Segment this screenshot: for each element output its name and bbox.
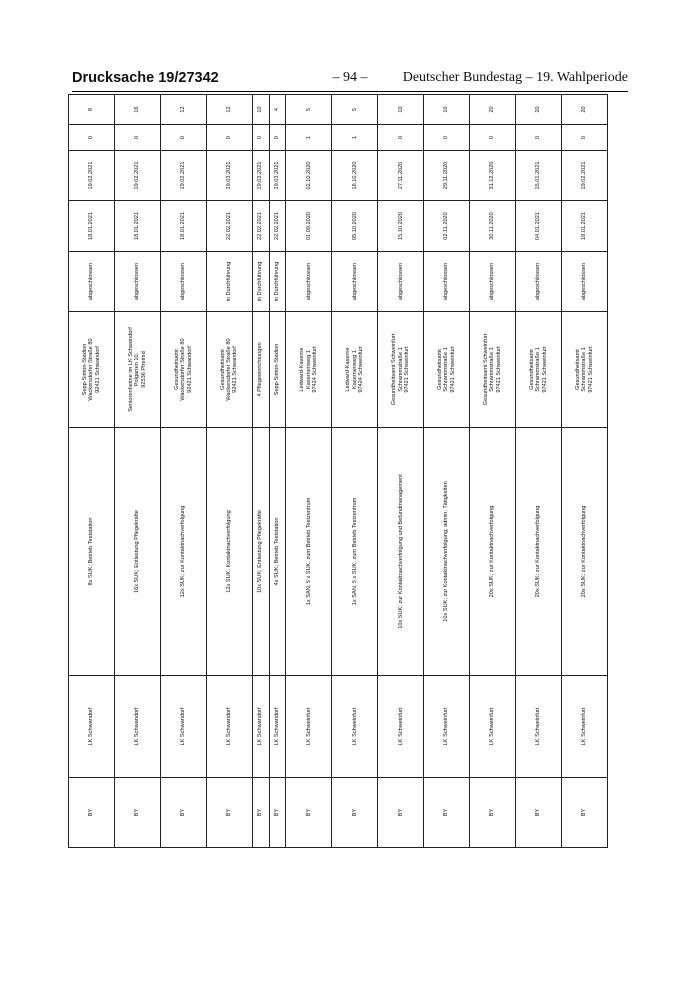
- count-suk-cell: 8: [69, 95, 115, 125]
- count-suk-cell: 20: [516, 95, 562, 125]
- table-row: [114, 95, 160, 848]
- status-cell: abgeschlossen: [114, 252, 160, 312]
- status-cell: abgeschlossen: [332, 252, 378, 312]
- end-date-cell: 15.01.2021: [516, 151, 562, 201]
- status-cell: abgeschlossen: [470, 252, 516, 312]
- table-container: [68, 106, 608, 848]
- end-date-cell: 02.10.2020: [286, 151, 332, 201]
- status-cell: in Durchführung: [269, 252, 286, 312]
- end-date-cell: 19.02.2021: [114, 151, 160, 201]
- rotated-table: [68, 106, 608, 848]
- location-cell: Ledward-Kaserne Kasernenweg 1 97424 Schweinfurt: [286, 312, 332, 428]
- header-rule: [72, 91, 628, 92]
- district-cell: LK Schweinfurt: [424, 676, 470, 778]
- location-cell: Gesundheitsamt Schrammstraße 1 97421 Schweinfurt: [562, 312, 608, 428]
- measure-cell: 8x SUK; Betrieb Teststation: [69, 428, 115, 676]
- location-cell: Gesundheitsamt Wackersdorfer Straße 80 92421 Schwandorf: [206, 312, 252, 428]
- measure-cell: 1x SAN, 5 x SUK, zum Betrieb Testzentrum: [332, 428, 378, 676]
- measure-cell: 20x SUK; zur Kontaktnachverfolgung: [470, 428, 516, 676]
- table-body: [69, 95, 608, 848]
- state-cell: BY: [332, 778, 378, 848]
- table-row: [516, 95, 562, 848]
- location-cell: Gesundheitsamt Schweinfurt Schrammstraße 1 97421 Schweinfurt: [470, 312, 516, 428]
- district-cell: LK Schweinfurt: [562, 676, 608, 778]
- measure-cell: 16x SUK; Entlastung Pflegekräfte: [114, 428, 160, 676]
- count-san-cell: 1: [286, 125, 332, 151]
- measure-cell: 20x SUK; zur Kontaktnachverfolgung: [516, 428, 562, 676]
- end-date-cell: 19.02.2021: [160, 151, 206, 201]
- table-row: [470, 95, 516, 848]
- measure-cell: 10x SUK; zur Kontaktnachverfolgung und Befundmanagement: [378, 428, 424, 676]
- district-cell: LK Schwandorf: [69, 676, 115, 778]
- count-san-cell: 0: [470, 125, 516, 151]
- status-cell: abgeschlossen: [69, 252, 115, 312]
- count-suk-cell: 20: [470, 95, 516, 125]
- status-cell: abgeschlossen: [160, 252, 206, 312]
- count-san-cell: 0: [206, 125, 252, 151]
- district-cell: LK Schwandorf: [252, 676, 269, 778]
- status-cell: in Durchführung: [252, 252, 269, 312]
- table-row: [206, 95, 252, 848]
- state-cell: BY: [378, 778, 424, 848]
- count-suk-cell: 5: [332, 95, 378, 125]
- state-cell: BY: [206, 778, 252, 848]
- start-date-cell: 04.01.2021: [516, 201, 562, 252]
- start-date-cell: 15.10.2020: [378, 201, 424, 252]
- count-suk-cell: 12: [206, 95, 252, 125]
- start-date-cell: 05.10.2020: [332, 201, 378, 252]
- measure-cell: 10x SUK; Entlastung Pflegekräfte: [252, 428, 269, 676]
- table-row: [378, 95, 424, 848]
- count-san-cell: 0: [69, 125, 115, 151]
- end-date-cell: 19.03.2021: [269, 151, 286, 201]
- count-san-cell: 1: [332, 125, 378, 151]
- table-row: [69, 95, 115, 848]
- table-row: [424, 95, 470, 848]
- table-row: [286, 95, 332, 848]
- count-suk-cell: 10: [424, 95, 470, 125]
- state-cell: BY: [562, 778, 608, 848]
- location-cell: Sepp-Simon-Stadion: [269, 312, 286, 428]
- deployment-table: [68, 94, 608, 848]
- state-cell: BY: [252, 778, 269, 848]
- document-number: Drucksache 19/27342: [72, 70, 219, 86]
- start-date-cell: 22.02.2021: [206, 201, 252, 252]
- district-cell: LK Schweinfurt: [378, 676, 424, 778]
- start-date-cell: 18.01.2021: [114, 201, 160, 252]
- start-date-cell: 22.02.2021: [269, 201, 286, 252]
- status-cell: in Durchführung: [206, 252, 252, 312]
- count-suk-cell: 5: [286, 95, 332, 125]
- district-cell: LK Schweinfurt: [516, 676, 562, 778]
- state-cell: BY: [160, 778, 206, 848]
- count-san-cell: 0: [114, 125, 160, 151]
- measure-cell: 10x SUK; zur Kontaktnachverfolgung, admin. Tätigkeiten: [424, 428, 470, 676]
- start-date-cell: 18.01.2021: [160, 201, 206, 252]
- count-suk-cell: 4: [269, 95, 286, 125]
- count-san-cell: 0: [252, 125, 269, 151]
- end-date-cell: 27.11.2020: [378, 151, 424, 201]
- location-cell: Gesundheitsamt Schrammstraße 1 97421 Schweinfurt: [424, 312, 470, 428]
- state-cell: BY: [424, 778, 470, 848]
- location-cell: Seniorenheime im LK Schwandorf Polgarten 10, 92536 Pfreimd: [114, 312, 160, 428]
- publisher-name: Deutscher Bundestag – 19. Wahlperiode: [402, 70, 628, 85]
- status-cell: abgeschlossen: [562, 252, 608, 312]
- start-date-cell: 30.11.2020: [470, 201, 516, 252]
- measure-cell: 12x SUK; zur Kontaktnachverfolgung: [160, 428, 206, 676]
- location-cell: Gesundheitsamt Schrammstraße 1 97421 Schweinfurt: [516, 312, 562, 428]
- district-cell: LK Schwandorf: [269, 676, 286, 778]
- end-date-cell: 29.11.2020: [424, 151, 470, 201]
- start-date-cell: 18.01.2021: [69, 201, 115, 252]
- table-row: [252, 95, 269, 848]
- district-cell: LK Schwandorf: [114, 676, 160, 778]
- end-date-cell: 19.02.2021: [562, 151, 608, 201]
- page-number: – 94 –: [332, 70, 368, 85]
- start-date-cell: 22.02.2021: [252, 201, 269, 252]
- location-cell: Gesundheitsamt Schweinfurt Schrammstraße 1 97421 Schweinfurt: [378, 312, 424, 428]
- status-cell: abgeschlossen: [378, 252, 424, 312]
- end-date-cell: 19.02.2021: [69, 151, 115, 201]
- count-suk-cell: 16: [114, 95, 160, 125]
- location-cell: Ledward-Kaserne Kasernenweg 1 97424 Schweinfurt: [332, 312, 378, 428]
- district-cell: LK Schweinfurt: [286, 676, 332, 778]
- count-san-cell: 0: [516, 125, 562, 151]
- end-date-cell: 19.03.2021: [252, 151, 269, 201]
- start-date-cell: 18.01.2021: [562, 201, 608, 252]
- table-row: [269, 95, 286, 848]
- status-cell: abgeschlossen: [516, 252, 562, 312]
- page-header: [72, 70, 628, 92]
- end-date-cell: 16.10.2020: [332, 151, 378, 201]
- district-cell: LK Schwandorf: [206, 676, 252, 778]
- count-san-cell: 0: [160, 125, 206, 151]
- end-date-cell: 19.03.2021: [206, 151, 252, 201]
- count-san-cell: 0: [562, 125, 608, 151]
- location-cell: 4 Pflegeeinrichtungen: [252, 312, 269, 428]
- measure-cell: 4x SUK; Betrieb Teststation: [269, 428, 286, 676]
- table-row: [562, 95, 608, 848]
- end-date-cell: 31.12.2020: [470, 151, 516, 201]
- state-cell: BY: [516, 778, 562, 848]
- measure-cell: 12x SUK; Kontaktnachverfolgung: [206, 428, 252, 676]
- count-san-cell: 0: [424, 125, 470, 151]
- measure-cell: 20x SUK; zur Kontaktnachverfolgung: [562, 428, 608, 676]
- state-cell: BY: [269, 778, 286, 848]
- location-cell: Sepp-Simon-Stadion Wackersdorfer Straße 80 92421 Schwandorf: [69, 312, 115, 428]
- district-cell: LK Schweinfurt: [470, 676, 516, 778]
- count-san-cell: 0: [269, 125, 286, 151]
- district-cell: LK Schwandorf: [160, 676, 206, 778]
- count-suk-cell: 10: [252, 95, 269, 125]
- measure-cell: 1x SAN, 5 x SUK, zum Betrieb Testzentrum: [286, 428, 332, 676]
- table-row: [332, 95, 378, 848]
- district-cell: LK Schweinfurt: [332, 676, 378, 778]
- status-cell: abgeschlossen: [424, 252, 470, 312]
- state-cell: BY: [114, 778, 160, 848]
- table-row: [160, 95, 206, 848]
- state-cell: BY: [286, 778, 332, 848]
- location-cell: Gesundheitsamt Wackersdorfer Straße 80 92421 Schwandorf: [160, 312, 206, 428]
- count-san-cell: 0: [378, 125, 424, 151]
- state-cell: BY: [470, 778, 516, 848]
- status-cell: abgeschlossen: [286, 252, 332, 312]
- count-suk-cell: 12: [160, 95, 206, 125]
- count-suk-cell: 10: [378, 95, 424, 125]
- start-date-cell: 01.09.2020: [286, 201, 332, 252]
- state-cell: BY: [69, 778, 115, 848]
- start-date-cell: 02.11.2020: [424, 201, 470, 252]
- count-suk-cell: 20: [562, 95, 608, 125]
